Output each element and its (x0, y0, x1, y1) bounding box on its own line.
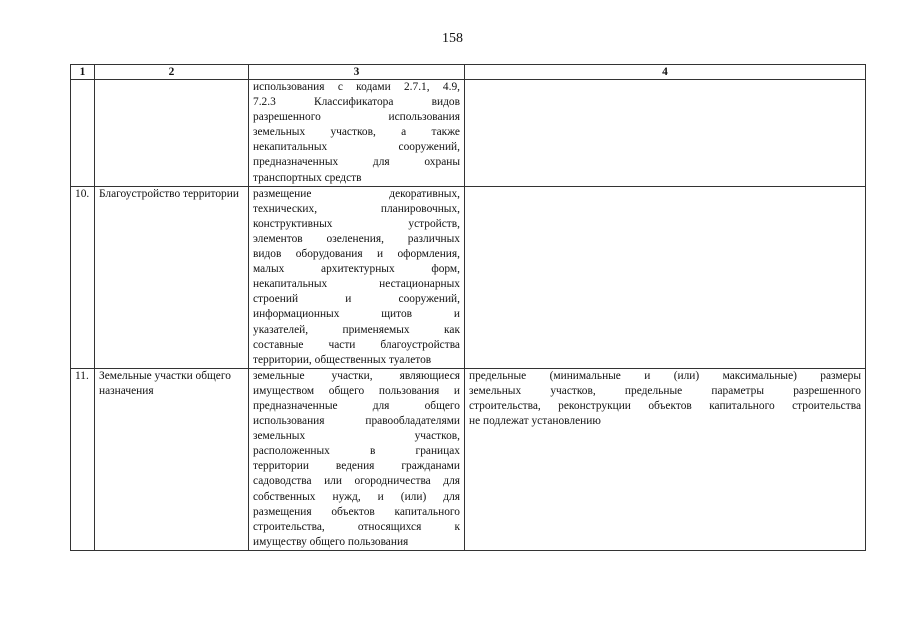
text-line: некапитальных сооружений, (253, 141, 460, 154)
use-description (249, 80, 465, 187)
use-type-name (95, 80, 249, 187)
text-line: информационных щитов и (253, 308, 460, 321)
text-line: строительства, реконструкции объектов капитального строительства (469, 399, 861, 412)
use-type-name-text: Земельные участки общего назначения (99, 369, 231, 397)
text-line: транспортных средств (253, 171, 362, 184)
text-line: земельных участков, предельные параметры разрешенного (469, 384, 861, 397)
text-line: размещения объектов капитального (253, 505, 460, 518)
table-row (71, 186, 866, 368)
text-line: собственных нужд, и (или) для (253, 490, 460, 503)
text-line: указателей, применяемых как (253, 323, 460, 336)
table-header-row (71, 65, 866, 80)
text-line: некапитальных нестационарных (253, 278, 460, 291)
column-header: 3 (249, 65, 465, 80)
parameters-cell (465, 80, 866, 187)
use-description (249, 368, 465, 550)
use-type-name (95, 368, 249, 550)
column-header: 1 (71, 65, 95, 80)
text-line: строений и сооружений, (253, 293, 460, 306)
use-type-name-text: Благоустройство территории (99, 187, 239, 200)
text-line: территории, общественных туалетов (253, 353, 432, 366)
text-line: территории ведения гражданами (253, 460, 460, 473)
text-line: размещение декоративных, (253, 187, 460, 200)
text-line: видов оборудования и оформления, (253, 248, 460, 261)
table-row (71, 368, 866, 550)
column-header: 2 (95, 65, 249, 80)
table-row (71, 80, 866, 187)
text-line: не подлежат установлению (469, 415, 601, 428)
text-line: садоводства или огородничества для (253, 475, 460, 488)
page-number: 158 (442, 31, 463, 46)
text-line: использования с кодами 2.7.1, 4.9, (253, 81, 460, 93)
use-description (249, 186, 465, 368)
parameters-cell (465, 368, 866, 550)
text-line: конструктивных устройств, (253, 217, 460, 230)
text-line: составные части благоустройства (253, 338, 460, 351)
text-line: 7.2.3 Классификатора видов (253, 96, 460, 109)
text-line: расположенных в границах (253, 445, 460, 458)
text-line: разрешенного использования (253, 111, 460, 124)
text-line: элементов озеленения, различных (253, 232, 460, 245)
text-line: земельных участков, (253, 430, 460, 443)
use-type-name (95, 186, 249, 368)
text-line: земельные участки, являющиеся (253, 369, 460, 382)
text-line: имуществу общего пользования (253, 535, 409, 548)
text-line: использования правообладателями (253, 415, 460, 428)
row-number: 10. (71, 186, 95, 368)
text-line: предназначенные для общего (253, 399, 460, 412)
row-number (71, 80, 95, 187)
text-line: земельных участков, а также (253, 126, 460, 139)
text-line: предназначенных для охраны (253, 156, 460, 169)
text-line: предельные (минимальные и (или) максимальные) размеры (469, 369, 861, 382)
text-line: имуществом общего пользования и (253, 384, 460, 397)
text-line: технических, планировочных, (253, 202, 460, 215)
parameters-cell (465, 186, 866, 368)
text-line: строительства, относящихся к (253, 520, 460, 533)
text-line: малых архитектурных форм, (253, 263, 460, 276)
row-number: 11. (71, 368, 95, 550)
column-header: 4 (465, 65, 866, 80)
regulations-table (70, 64, 866, 551)
